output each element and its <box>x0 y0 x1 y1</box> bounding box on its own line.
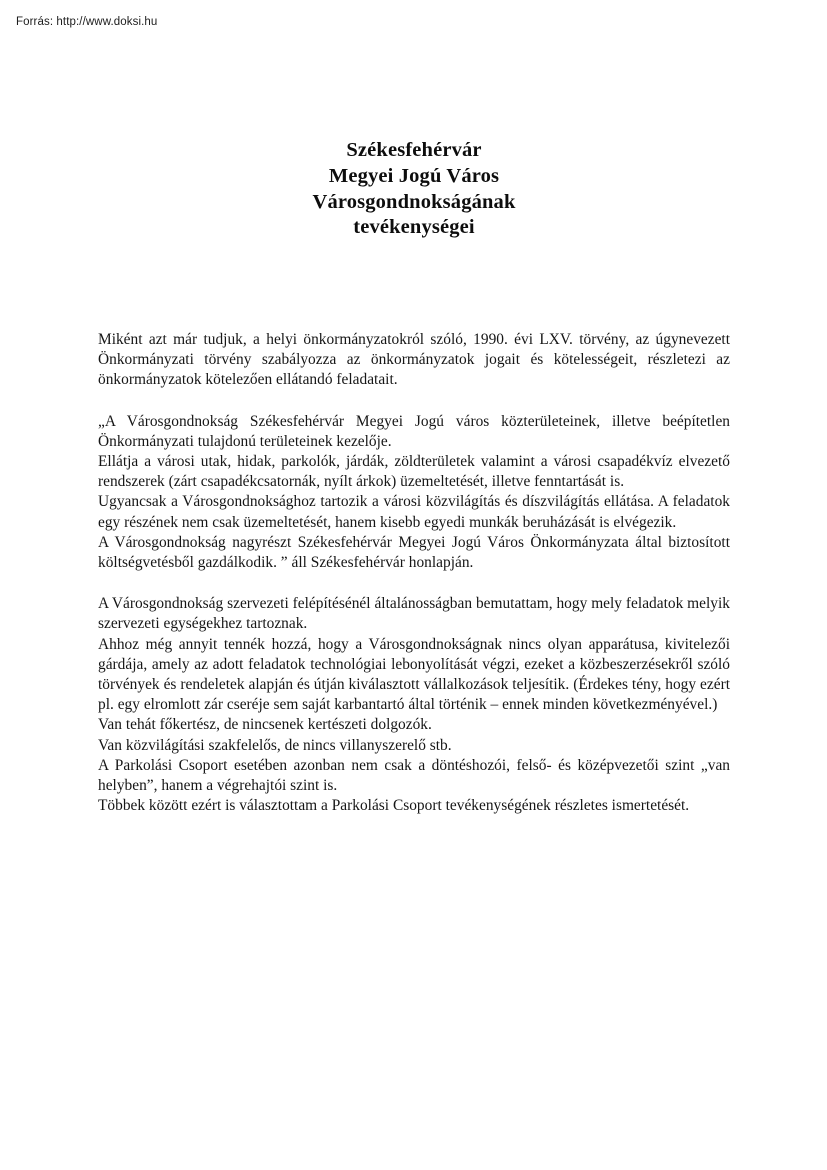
paragraph-3-5: A Parkolási Csoport esetében azonban nem csak a döntéshozói, felső- és középvezetői szint „van helyben”, hanem a végrehajtói szint is. <box>98 756 730 795</box>
document-body <box>98 330 730 816</box>
paragraph-3-1: A Városgondnokság szervezeti felépítésénél általánosságban bemutattam, hogy mely feladatok melyik szervezeti egységekhez tartoznak. <box>98 595 730 633</box>
paragraph-2-2: Ellátja a városi utak, hidak, parkolók, járdák, zöldterületek valamint a városi csapadékvíz elvezető rendszerek (zárt csapadékcsatornák, nyílt árkok) üzemeltetését, illetve fenntartását is. <box>98 453 730 491</box>
paragraph-block-1 <box>98 330 730 391</box>
page-title-line-4: tevékenységei <box>353 216 475 239</box>
paragraph-3-6: Többek között ezért is választottam a Parkolási Csoport tevékenységének részletes ismertetését. <box>98 797 690 815</box>
paragraph-3-2: Ahhoz még annyit tennék hozzá, hogy a Városgondnokságnak nincs olyan apparátusa, kivitelezői gárdája, amely az adott feladatok technológiai lebonyolítását végzi, ezeket a közbeszerzésekről szóló törvények és rendeletek alapján és útján kiválasztott vállalkozások teljesítik. (Érdekes tény, hogy ezért pl. egy elromlott zár cseréje sem saját karbantartó által történik – ennek minden következményével.) <box>98 635 730 714</box>
paragraph-2-1: „A Városgondnokság Székesfehérvár Megyei Jogú város közterületeinek, illetve beépítetlen Önkormányzati tulajdonú területeinek kezelője. <box>98 412 730 450</box>
page-title-line-1: Székesfehérvár <box>346 139 482 161</box>
paragraph-3-4: Van közvilágítási szakfelelős, de nincs villanyszerelő stb. <box>98 736 452 754</box>
paragraph-3-3: Van tehát főkertész, de nincsenek kertészeti dolgozók. <box>98 716 432 734</box>
page-title-line-2: Megyei Jogú Város <box>328 164 500 187</box>
paragraph-block-2 <box>98 412 730 574</box>
paragraph-2-4: A Városgondnokság nagyrészt Székesfehérvár Megyei Jogú Város Önkormányzata által biztosított költségvetésből gazdálkodik. ” áll Székesfehérvár honlapján. <box>98 533 730 572</box>
paragraph-1-1: Miként azt már tudjuk, a helyi önkormányzatokról szóló, 1990. évi LXV. törvény, az úgynevezett Önkormányzati törvény szabályozza az önkormányzatok jogait és kötelességeit, részletezi az önkormányzatok kötelezően ellátandó feladatait. <box>98 331 730 389</box>
page-title <box>98 138 730 241</box>
paragraph-2-3: Ugyancsak a Városgondnoksághoz tartozik a városi közvilágítás és díszvilágítás ellátása. A feladatok egy részének nem csak üzemeltetését, hanem kisebb egyedi munkák beruházását is elvégezik. <box>98 493 730 531</box>
page-title-line-3: Városgondnokságának <box>312 190 516 213</box>
source-watermark: Forrás: http://www.doksi.hu <box>16 16 158 28</box>
paragraph-block-3 <box>98 594 730 816</box>
